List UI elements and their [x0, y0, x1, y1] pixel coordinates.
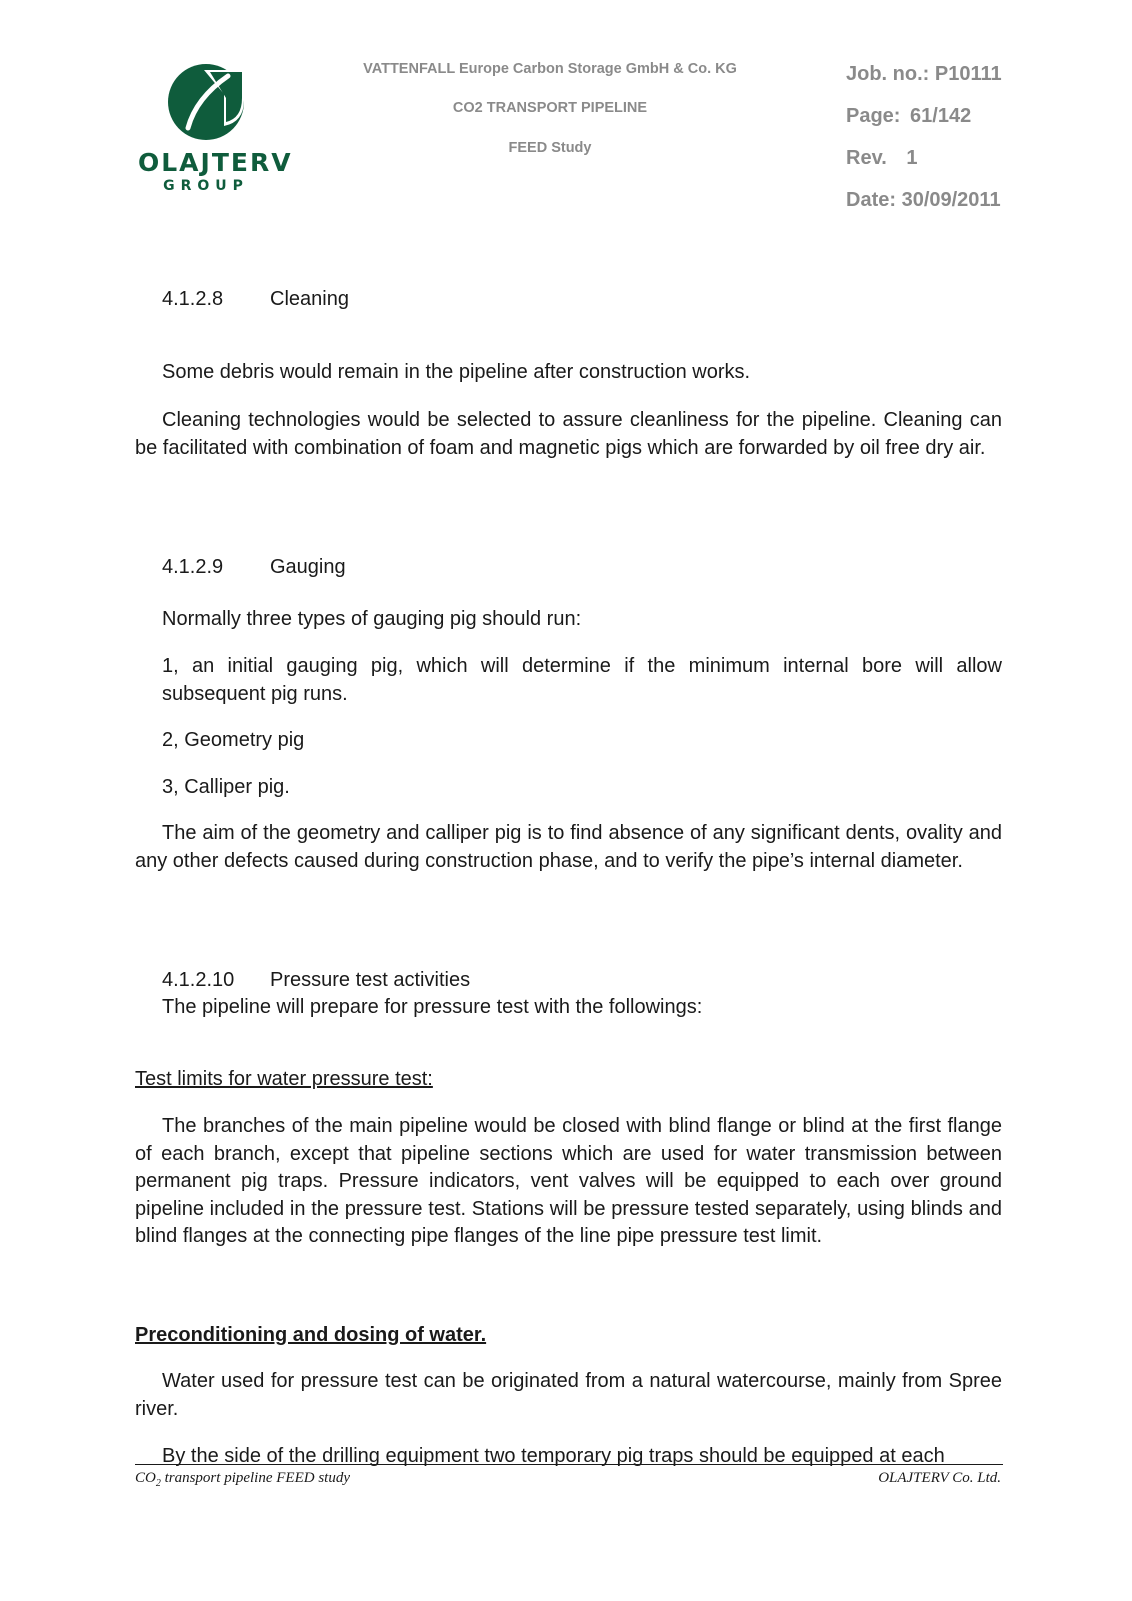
preconditioning-paragraph-1: Water used for pressure test can be originated from a natural watercourse, mainly from Spree river. — [135, 1370, 1002, 1420]
gauging-aim-paragraph: The aim of the geometry and calliper pig is to find absence of any significant dents, ovality and any other defects caused during construction phase, and to verify the pipe’s internal diameter. — [135, 822, 1002, 872]
section-title-cleaning: Cleaning — [270, 288, 349, 310]
gauging-intro: Normally three types of gauging pig should run: — [162, 608, 582, 630]
header-rev — [846, 147, 917, 170]
logo-group-text: GROUP — [163, 178, 249, 194]
page-label: Page: — [846, 105, 901, 127]
footer-left — [135, 1470, 350, 1489]
gauging-item-2: 2, Geometry pig — [162, 729, 305, 751]
company-logo — [138, 62, 293, 202]
header-page — [846, 105, 971, 128]
cleaning-paragraph-1: Some debris would remain in the pipeline after construction works. — [162, 361, 751, 383]
footer-left-prefix: CO — [135, 1470, 156, 1486]
gauging-item-3: 3, Calliper pig. — [162, 776, 290, 798]
footer-left-suffix: transport pipeline FEED study — [160, 1470, 350, 1486]
date-value: 30/09/2011 — [901, 189, 1001, 211]
test-limits-paragraph: The branches of the main pipeline would be closed with blind flange or blind at the first flange of each branch, except that pipeline sections which are used for water transmission between permanent pig traps. Pressure indicators, vent valves will be equipped to each over ground pipeline included in the pressure test. Stations will be pressure tested separately, using blinds and blind flanges at the connecting pipe flanges of the line pipe pressure test limit. — [135, 1115, 1002, 1247]
section-number-pressure: 4.1.2.10 — [162, 969, 235, 991]
section-number-gauging: 4.1.2.9 — [162, 556, 224, 578]
header-date — [846, 189, 1001, 212]
header-company: VATTENFALL Europe Carbon Storage GmbH & Co. KG — [363, 61, 737, 77]
pressure-intro: The pipeline will prepare for pressure test with the followings: — [162, 996, 703, 1018]
job-value: P10111 — [934, 63, 1002, 85]
date-label: Date: — [846, 189, 897, 211]
header-job-number — [846, 63, 1002, 86]
section-title-pressure: Pressure test activities — [270, 969, 471, 991]
section-number-cleaning: 4.1.2.8 — [162, 288, 224, 310]
rev-label: Rev. — [846, 147, 887, 169]
leaf-logo-icon — [166, 62, 246, 142]
gauging-item-1: 1, an initial gauging pig, which will determine if the minimum internal bore will allow subsequent pig runs. — [162, 655, 1002, 705]
preconditioning-heading: Preconditioning and dosing of water. — [135, 1324, 487, 1346]
preconditioning-paragraph-2: By the side of the drilling equipment two temporary pig traps should be equipped at each — [162, 1445, 945, 1467]
footer-left-subscript: 2 — [155, 1478, 161, 1489]
cleaning-paragraph-2: Cleaning technologies would be selected to assure cleanliness for the pipeline. Cleaning can be facilitated with combination of foam and magnetic pigs which are forwarded by oil free dry air. — [135, 409, 1002, 459]
section-title-gauging: Gauging — [270, 556, 346, 578]
rev-value: 1 — [906, 147, 918, 169]
header-study: FEED Study — [508, 140, 592, 156]
footer-right: OLAJTERV Co. Ltd. — [878, 1470, 1001, 1486]
test-limits-heading: Test limits for water pressure test: — [135, 1068, 433, 1090]
footer-rule — [135, 1464, 1003, 1465]
header-project: CO2 TRANSPORT PIPELINE — [452, 100, 648, 116]
logo-brand-text: OLAJTERV — [138, 148, 293, 177]
job-label: Job. no.: — [846, 63, 930, 85]
page-value: 61/142 — [910, 105, 972, 127]
